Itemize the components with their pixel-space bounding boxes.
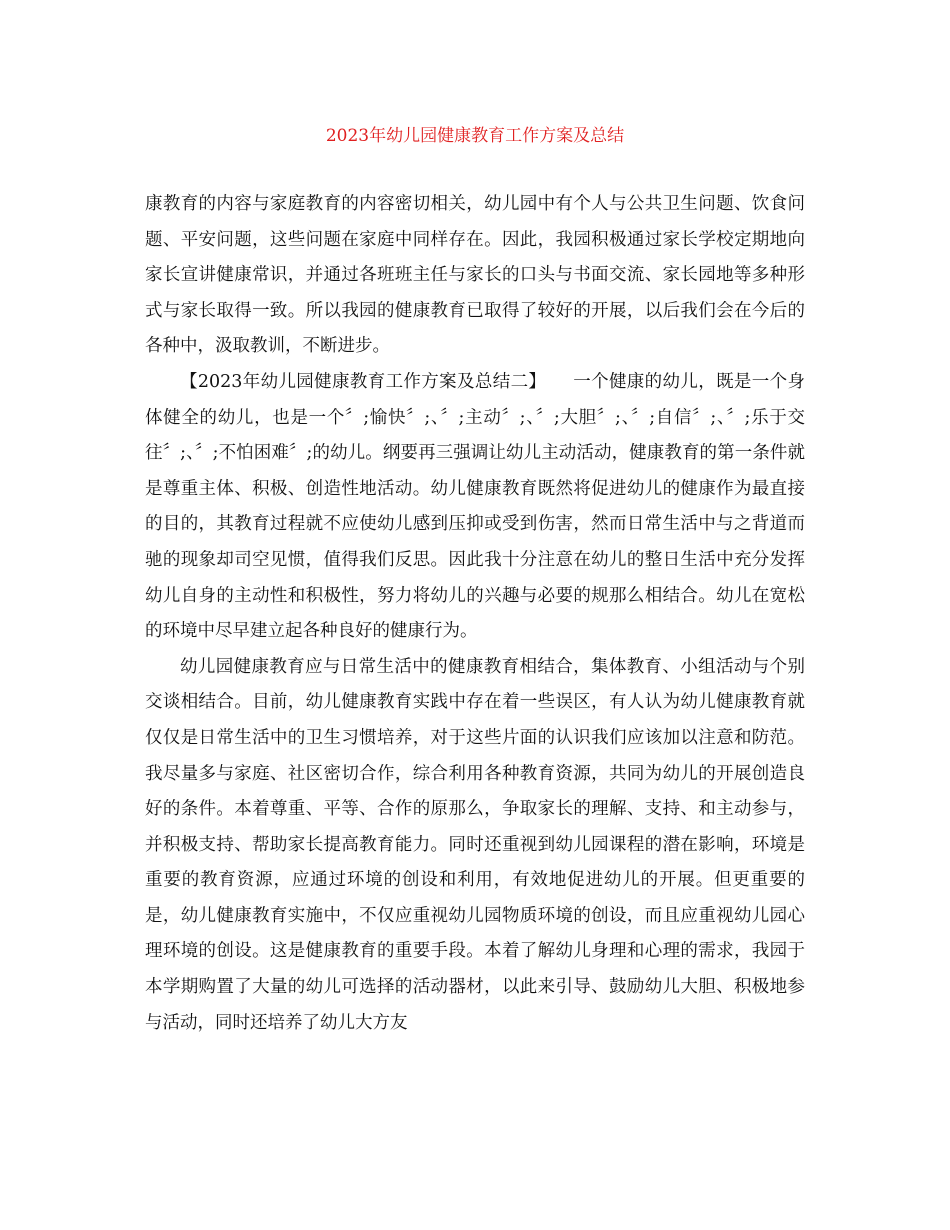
paragraph-2: 【2023年幼儿园健康教育工作方案及总结二】 一个健康的幼儿，既是一个身体健全的幼儿，也是一个〞;愉快〞;、〞;主动〞;、〞;大胆〞;、〞;自信〞;、〞;乐于交往〞;、〞;不怕困难〞;的幼儿。纲要再三强调让幼儿主动活动，健康教育的第一条件就是尊重主体、积极、创造性地活动。幼儿健康教育既然将促进幼儿的健康作为最直接的目的，其教育过程就不应使幼儿感到压抑或受到伤害，然而日常生活中与之背道而驰的现象却司空见惯，值得我们反思。因此我十分注意在幼儿的整日生活中充分发挥幼儿自身的主动性和积极性，努力将幼儿的兴趣与必要的规那么相结合。幼儿在宽松的环境中尽早建立起各种良好的健康行为。 xyxy=(145,371,805,642)
document-body xyxy=(145,187,805,1041)
paragraph-1: 康教育的内容与家庭教育的内容密切相关，幼儿园中有个人与公共卫生问题、饮食问题、平安问题，这些问题在家庭中同样存在。因此，我园积极通过家长学校定期地向家长宣讲健康常识，并通过各班班主任与家长的口头与书面交流、家长园地等多种形式与家长取得一致。所以我园的健康教育已取得了较好的开展，以后我们会在今后的各种中，汲取教训，不断进步。 xyxy=(145,194,805,357)
paragraph-3: 幼儿园健康教育应与日常生活中的健康教育相结合，集体教育、小组活动与个别交谈相结合。目前，幼儿健康教育实践中存在着一些误区，有人认为幼儿健康教育就仅仅是日常生活中的卫生习惯培养，对于这些片面的认识我们应该加以注意和防范。我尽量多与家庭、社区密切合作，综合利用各种教育资源，共同为幼儿的开展创造良好的条件。本着尊重、平等、合作的原那么，争取家长的理解、支持、和主动参与，并积极支持、帮助家长提高教育能力。同时还重视到幼儿园课程的潜在影响，环境是重要的教育资源，应通过环境的创设和利用，有效地促进幼儿的开展。但更重要的是，幼儿健康教育实施中，不仅应重视幼儿园物质环境的创设，而且应重视幼儿园心理环境的创设。这是健康教育的重要手段。本着了解幼儿身理和心理的需求，我园于本学期购置了大量的幼儿可选择的活动器材，以此来引导、鼓励幼儿大胆、积极地参与活动，同时还培养了幼儿大方友 xyxy=(145,656,805,1033)
document-title: 2023年幼儿园健康教育工作方案及总结 xyxy=(325,126,625,146)
